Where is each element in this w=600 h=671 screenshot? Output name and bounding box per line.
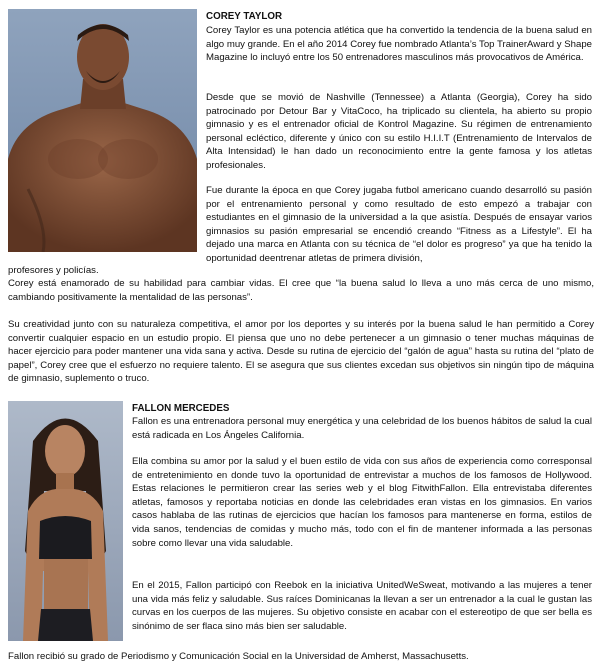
- fallon-paragraph-2: Ella combina su amor por la salud y el buen estilo de vida con sus años de experiencia como corresponsal de entretenimiento en donde tuvo la oportunidad de entrevistar a muchos de los famosos de Hollywood. Estas relaciones le permitieron crear las series web y el blog FitwithFallon. Ella entrevistaba diferentes atletas, famosos y reportaba noticias en donde las celebridades eran vistas en los gimnasios. En varios casos hablaba de las rutinas de ejercicios que hacían los famosos para mantenerse en forma, estilos de vida sanos, tendencias de comidas y mucho más, todo con el fin de mantener informada a las personas sobre como llevar una vida saludable.: [132, 456, 592, 549]
- corey-paragraph-5: Su creatividad junto con su naturaleza competitiva, el amor por los deportes y su interés por la buena salud le han permitido a Corey convertir cualquier espacio en un estudio propio. El piensa que uno no debe pertenecer a un gimnasio o tener muchas máquinas de hacer ejercicio para poder mantener una vida sana y activa. Desde su rutina de ejercicio del “galón de agua” hasta su rutina del “plato de papel”, Corey cree que el esfuerzo no requiere talento. El se asegura que sus clientes excedan sus objetivos sin ningún tipo de máquina de gimnasio, suplemento o truco.: [8, 319, 594, 385]
- fallon-name: FALLON MERCEDES: [132, 403, 230, 414]
- corey-paragraph-2: Desde que se movió de Nashville (Tennessee) a Atlanta (Georgia), Corey ha sido patrocinado por Detour Bar y VitaCoco, ha triplicado su clientela, ha abierto su propio gimnasio y es el entrenador oficial de Kontrol Magazine. Su régimen de entrenamiento personal ecléctico, diferente y único con su estilo H.I.I.T (Entrenamiento de Intervalos de Alta Intensidad) le han dado un reconocimiento entre la gente famosa y los atletas profesionales.: [206, 92, 592, 171]
- fallon-paragraph-4: Fallon recibió su grado de Periodismo y Comunicación Social en la Universidad de Amherst, Massachusetts.: [8, 651, 469, 662]
- corey-photo: [8, 9, 197, 252]
- corey-paragraph-3: Fue durante la época en que Corey jugaba futbol americano cuando desarrolló su pasión por el entrenamiento personal y como resultado de esto empezó a trabajar con estudiantes en el gimnasio de la universidad a la que asistía. Después de ensayar varios gimnasios su pasión empresarial se encendió creando “Fitness as a Lifestyle”. El ha dejado una marca en Atlanta con su técnica de “el dolor es progreso” ya que ha tenido la oportunidad deentrenar atletas de primera división,: [206, 185, 592, 264]
- corey-paragraph-1: Corey Taylor es una potencia atlética que ha convertido la tendencia de la buena salud en algo muy grande. En el año 2014 Corey fue nombrado Atlanta’s Top TrainerAward y Shape Magazine lo incluyó entre los 50 entrenadores masculinos más provocativos de América.: [206, 25, 592, 64]
- corey-name: COREY TAYLOR: [206, 11, 283, 22]
- fallon-paragraph-3: En el 2015, Fallon participó con Reebok en la iniciativa UnitedWeSweat, motivando a las mujeres a tener una vida más feliz y saludable. Sus raíces Dominicanas la llevan a ser un entrenador a la cual le gustan las curvas en los cuerpos de las mujeres. Su objetivo consiste en acabar con el estereotipo de que ser bella es sinónimo de ser flaca sino más bien ser saludable.: [132, 580, 592, 632]
- fallon-photo: [8, 401, 123, 641]
- corey-paragraph-4: Corey está enamorado de su habilidad para cambiar vidas. El cree que “la buena salud lo lleva a uno más cerca de uno mismo, cambiando positivamente la mentalidad de las personas”.: [8, 278, 594, 303]
- corey-paragraph-3-end: profesores y policías.: [8, 265, 99, 276]
- fallon-paragraph-1: Fallon es una entrenadora personal muy energética y una celebridad de los buenos hábitos de salud la cual está radicada en Los Ángeles California.: [132, 416, 592, 441]
